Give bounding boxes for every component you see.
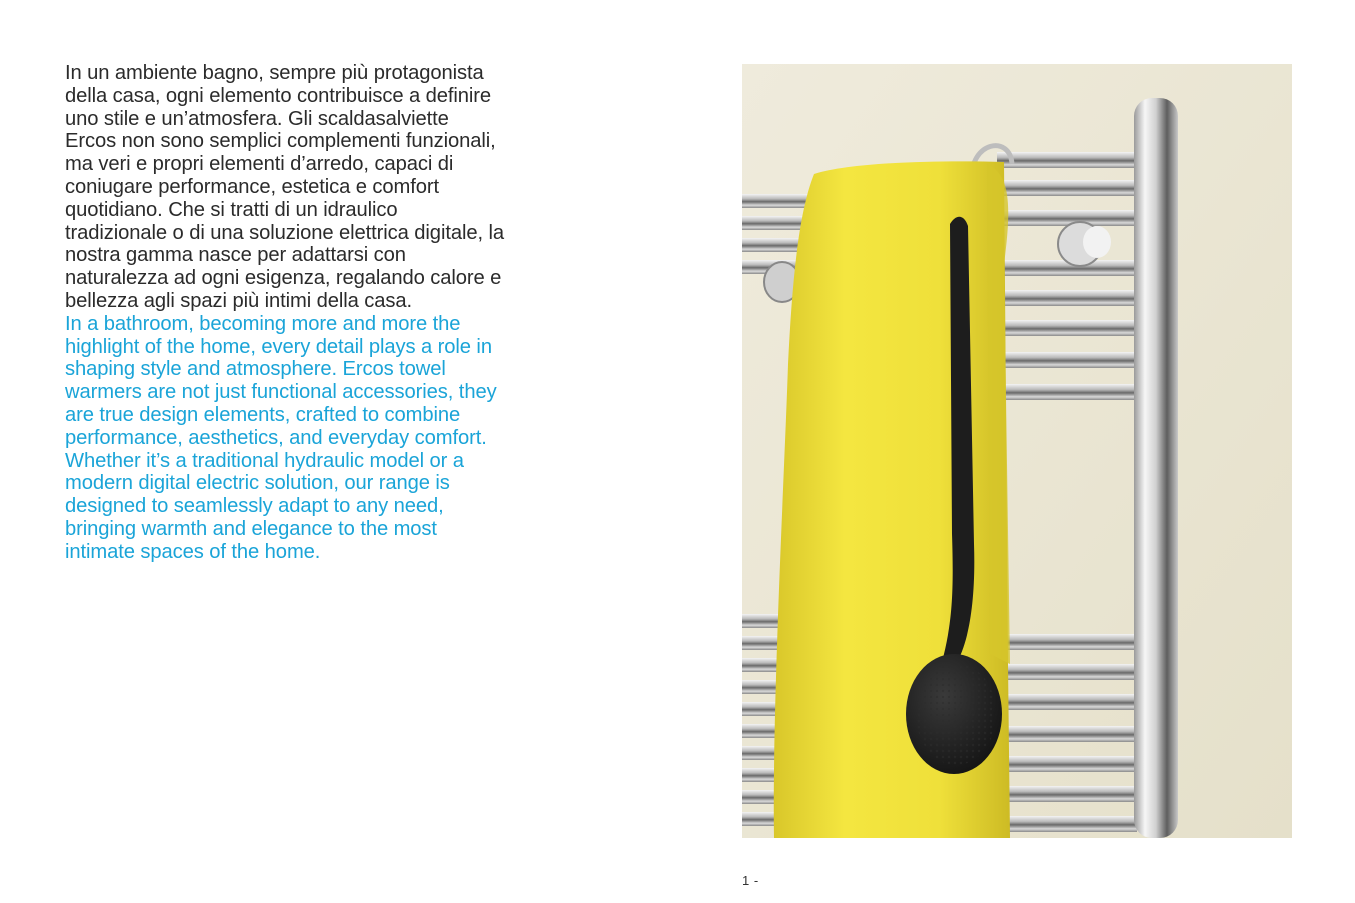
italian-paragraph: In un ambiente bagno, sempre più protagonista della casa, ogni elemento contribuisce a definire uno stile e un’atmosfera. Gli scaldasalviette Ercos non sono semplici complementi funzionali, ma veri e propri elementi d’arredo, capaci di coniugare performance, estetica e comfort quotidiano. Che si tratti di un idraulico tradizionale o di una soluzione elettrica digitale, la nostra gamma nasce per adattarsi con naturalezza ad ogni esigenza, regalando calore e bellezza agli spazi più intimi della casa. [65,62,505,312]
towel-warmer-photo [742,64,1292,838]
english-paragraph: In a bathroom, becoming more and more the highlight of the home, every detail plays a role in shaping style and atmosphere. Ercos towel warmers are not just functional accessories, they are true design elements, crafted to combine performance, aesthetics, and everyday comfort. Whether it’s a traditional hydraulic model or a modern digital electric solution, our range is designed to seamlessly adapt to any need, bringing warmth and elegance to the most intimate spaces of the home. [65,312,497,563]
radiator-pole [1134,98,1178,838]
page-number: 1 - [742,873,759,888]
body-text-column [65,62,505,564]
